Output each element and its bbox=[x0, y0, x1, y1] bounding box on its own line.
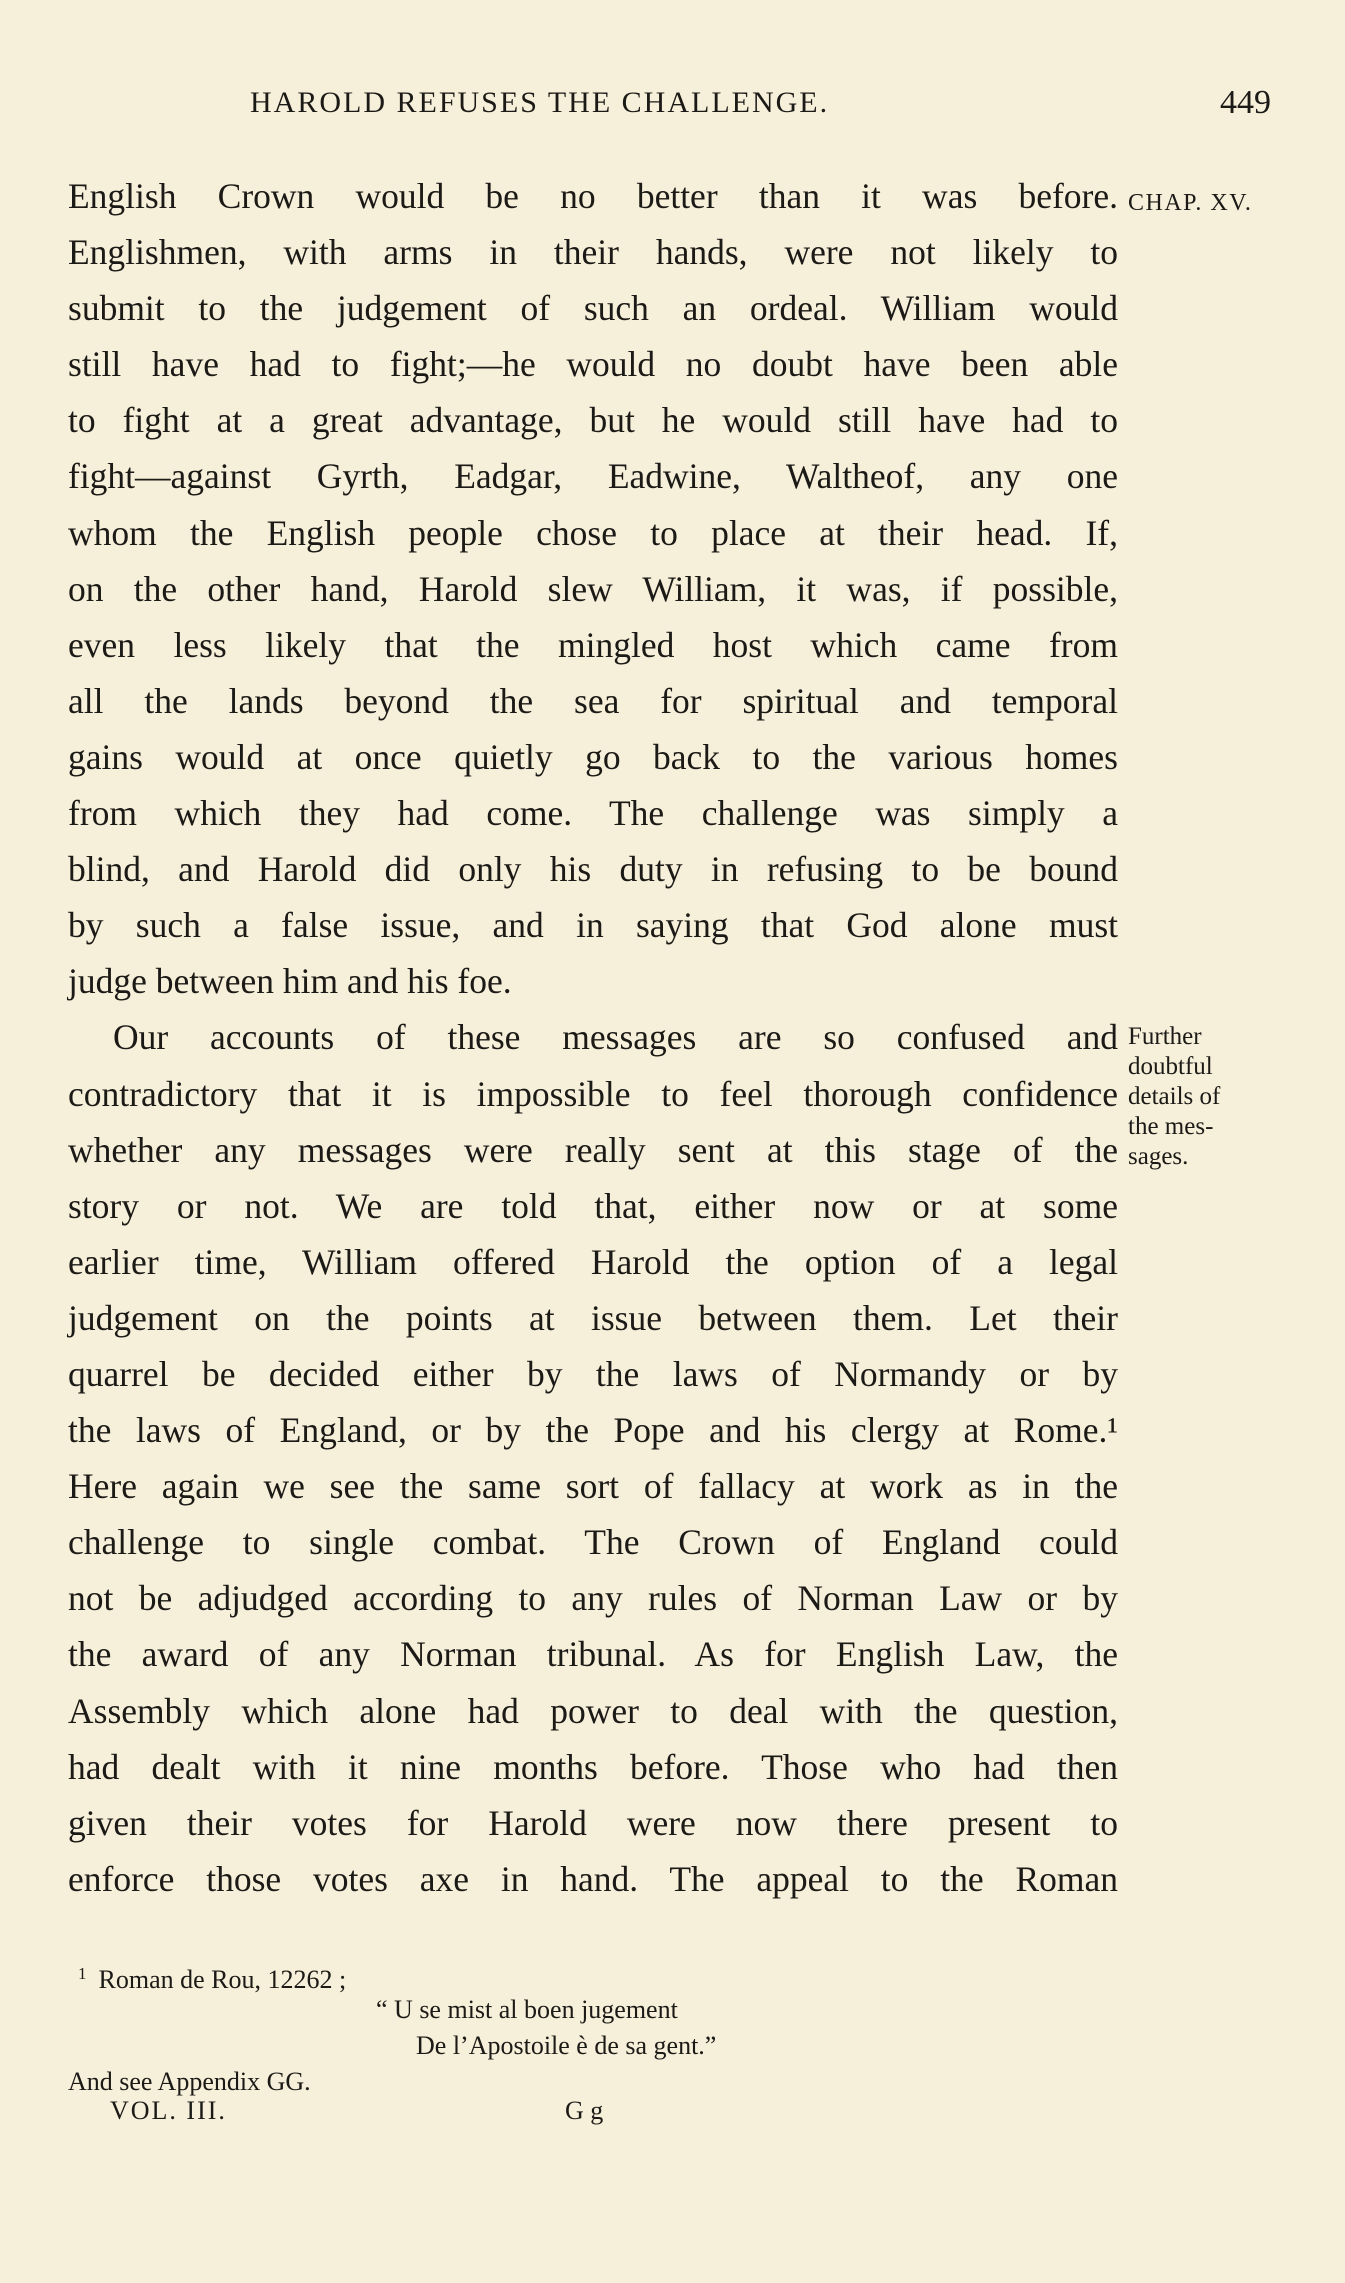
text-line: whether any messages were really sent at this stage of the bbox=[68, 1129, 1118, 1170]
text-line: to fight at a great advantage, but he would still have had to bbox=[68, 400, 1118, 441]
text-line: Here again we see the same sort of fallacy at work as in the bbox=[68, 1466, 1118, 1507]
text-line: quarrel be decided either by the laws of Normandy or by bbox=[68, 1353, 1118, 1394]
footnote-ref: Roman de Rou, 12262 ; bbox=[98, 1965, 347, 1994]
text-line: English Crown would be no better than it was before. bbox=[68, 176, 1118, 216]
side-note-line: Further bbox=[1128, 1023, 1202, 1050]
footnote-quote-line: “ U se mist al boen jugement bbox=[376, 1995, 678, 2024]
side-note-line: doubtful bbox=[1128, 1053, 1213, 1080]
text-line: challenge to single combat. The Crown of England could bbox=[68, 1522, 1118, 1563]
chapter-marginal-note: CHAP. XV. bbox=[1128, 190, 1253, 216]
text-line: enforce those votes axe in hand. The appeal to the Roman bbox=[68, 1858, 1118, 1899]
text-line: Englishmen, with arms in their hands, were not likely to bbox=[68, 232, 1118, 273]
side-note bbox=[1128, 1022, 1220, 1172]
running-title: HAROLD REFUSES THE CHALLENGE. bbox=[250, 86, 830, 119]
text-line: given their votes for Harold were now there present to bbox=[68, 1802, 1118, 1843]
text-line: from which they had come. The challenge was simply a bbox=[68, 793, 1118, 834]
footnote-marker: 1 bbox=[78, 1964, 87, 1983]
footnote-ref-line bbox=[68, 1956, 1118, 1992]
body-text bbox=[68, 168, 1118, 1907]
text-line: earlier time, William offered Harold the option of a legal bbox=[68, 1241, 1118, 1282]
footnote-quote-line: De l’Apostoile è de sa gent.” bbox=[416, 2031, 717, 2060]
text-line: story or not. We are told that, either now or at some bbox=[68, 1185, 1118, 1226]
text-line: even less likely that the mingled host which came from bbox=[68, 624, 1118, 665]
footnote-see-also: And see Appendix GG. bbox=[68, 2067, 311, 2096]
signature-mark: G g bbox=[565, 2096, 604, 2125]
page-number: 449 bbox=[1220, 84, 1271, 121]
text-line: had dealt with it nine months before. Those who had then bbox=[68, 1746, 1118, 1787]
text-line: gains would at once quietly go back to the various homes bbox=[68, 736, 1118, 777]
paragraph-start-line: Our accounts of these messages are so confused and bbox=[113, 1017, 1118, 1058]
text-line: not be adjudged according to any rules of Norman Law or by bbox=[68, 1578, 1118, 1619]
text-line: judge between him and his foe. bbox=[68, 961, 512, 1002]
text-line: on the other hand, Harold slew William, it was, if possible, bbox=[68, 568, 1118, 609]
text-line: submit to the judgement of such an ordeal. William would bbox=[68, 288, 1118, 329]
text-line: by such a false issue, and in saying that God alone must bbox=[68, 905, 1118, 946]
text-line: judgement on the points at issue between them. Let their bbox=[68, 1297, 1118, 1338]
text-line: fight—against Gyrth, Eadgar, Eadwine, Waltheof, any one bbox=[68, 456, 1118, 497]
footnotes bbox=[68, 1956, 1118, 2100]
text-line: blind, and Harold did only his duty in refusing to be bound bbox=[68, 849, 1118, 890]
text-line: the laws of England, or by the Pope and his clergy at Rome.¹ bbox=[68, 1410, 1118, 1451]
text-line: whom the English people chose to place at their head. If, bbox=[68, 512, 1118, 553]
text-line: all the lands beyond the sea for spiritual and temporal bbox=[68, 680, 1118, 721]
side-note-line: details of bbox=[1128, 1083, 1221, 1110]
signature-line bbox=[0, 2096, 1345, 2136]
text-line: contradictory that it is impossible to feel thorough confidence bbox=[68, 1073, 1118, 1114]
text-line: still have had to fight;—he would no doubt have been able bbox=[68, 344, 1118, 385]
side-note-line: the mes- bbox=[1128, 1113, 1214, 1140]
text-line: the award of any Norman tribunal. As for English Law, the bbox=[68, 1634, 1118, 1675]
running-head bbox=[0, 86, 1345, 136]
volume-mark: VOL. III. bbox=[110, 2096, 227, 2125]
side-note-line: sages. bbox=[1128, 1143, 1189, 1170]
text-line: Assembly which alone had power to deal with the question, bbox=[68, 1690, 1118, 1731]
